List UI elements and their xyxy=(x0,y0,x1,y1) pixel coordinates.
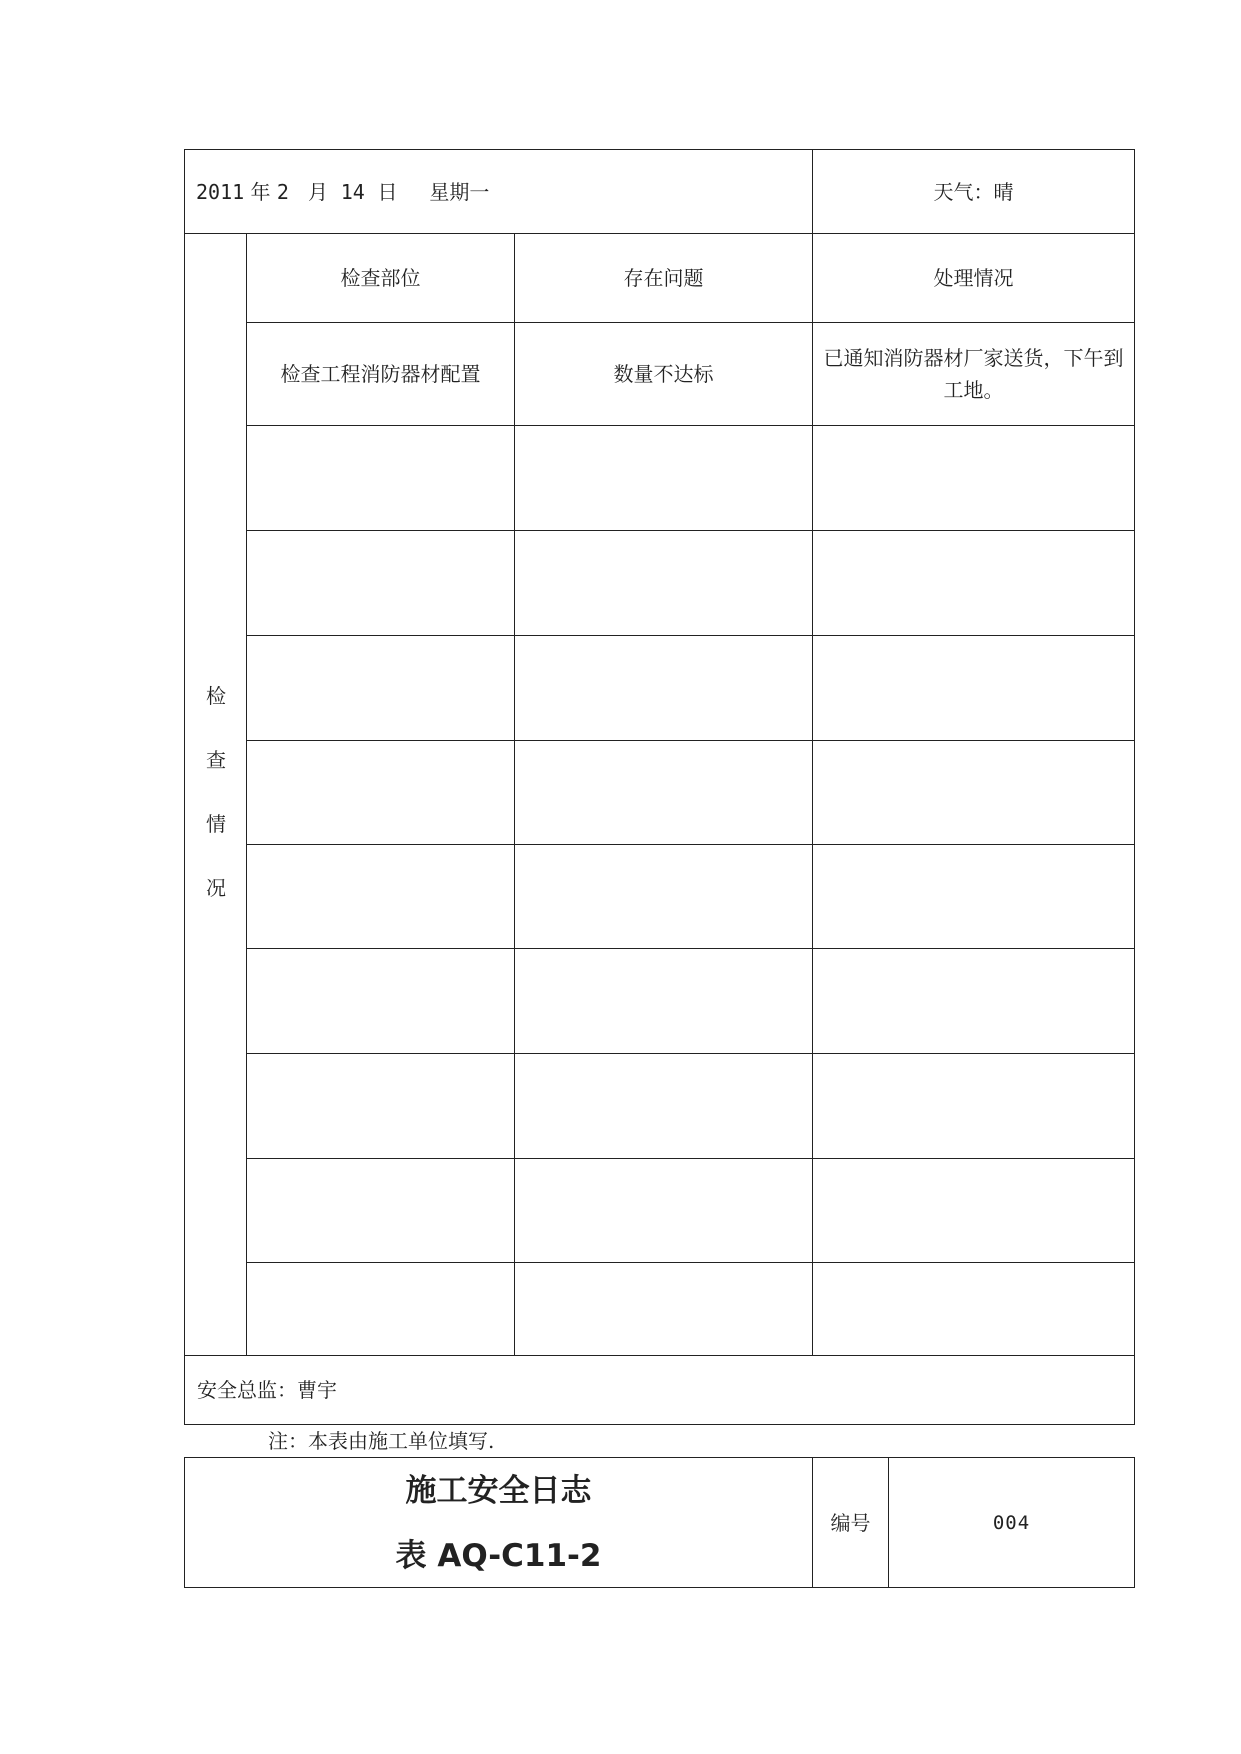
month-unit: 月 xyxy=(308,180,329,204)
row-line xyxy=(246,948,1135,949)
row-line xyxy=(246,530,1135,531)
month-value: 2 xyxy=(276,180,289,204)
row-1-handling-line: 已通知消防器材厂家送货，下午到 xyxy=(823,346,1124,370)
footer-right-border xyxy=(1134,1457,1135,1588)
section-label xyxy=(186,680,246,936)
form-code: 表 AQ-C11-2 xyxy=(395,1538,602,1574)
year-unit: 年 xyxy=(250,180,271,204)
row-line xyxy=(246,1053,1135,1054)
weather: 天气：晴 xyxy=(933,179,1014,204)
day-unit: 日 xyxy=(377,180,398,204)
row-line xyxy=(246,1262,1135,1263)
weekday: 星期一 xyxy=(429,180,490,204)
row-line xyxy=(246,740,1135,741)
supervisor: 安全总监：曹宇 xyxy=(197,1378,337,1402)
column-header-handling: 处理情况 xyxy=(933,266,1014,290)
column-header-problem: 存在问题 xyxy=(623,266,704,290)
row-line xyxy=(246,635,1135,636)
footer-bottom-border xyxy=(184,1587,1135,1588)
number-label: 编号 xyxy=(830,1510,871,1535)
row-line xyxy=(246,425,1135,426)
form-title: 施工安全日志 xyxy=(405,1473,592,1509)
table-left-border xyxy=(184,149,185,1425)
section-label-char: 查 xyxy=(206,748,226,772)
section-label-char: 况 xyxy=(206,876,226,900)
date-line xyxy=(196,176,489,208)
section-label-char: 情 xyxy=(206,812,226,836)
row-line xyxy=(246,844,1135,845)
row-1-handling-line: 工地。 xyxy=(943,378,1004,402)
form-note: 注：本表由施工单位填写. xyxy=(268,1429,495,1453)
row-1-handling xyxy=(813,323,1134,425)
number-value: 004 xyxy=(992,1511,1031,1534)
row-1-part: 检查工程消防器材配置 xyxy=(280,362,481,386)
day-value: 14 xyxy=(340,180,365,204)
column-header-part: 检查部位 xyxy=(340,266,421,290)
row-line xyxy=(246,1158,1135,1159)
row-1-problem: 数量不达标 xyxy=(613,362,714,386)
section-label-char: 检 xyxy=(206,684,226,708)
table-right-border xyxy=(1134,149,1135,1425)
year-value: 2011 xyxy=(196,180,245,204)
